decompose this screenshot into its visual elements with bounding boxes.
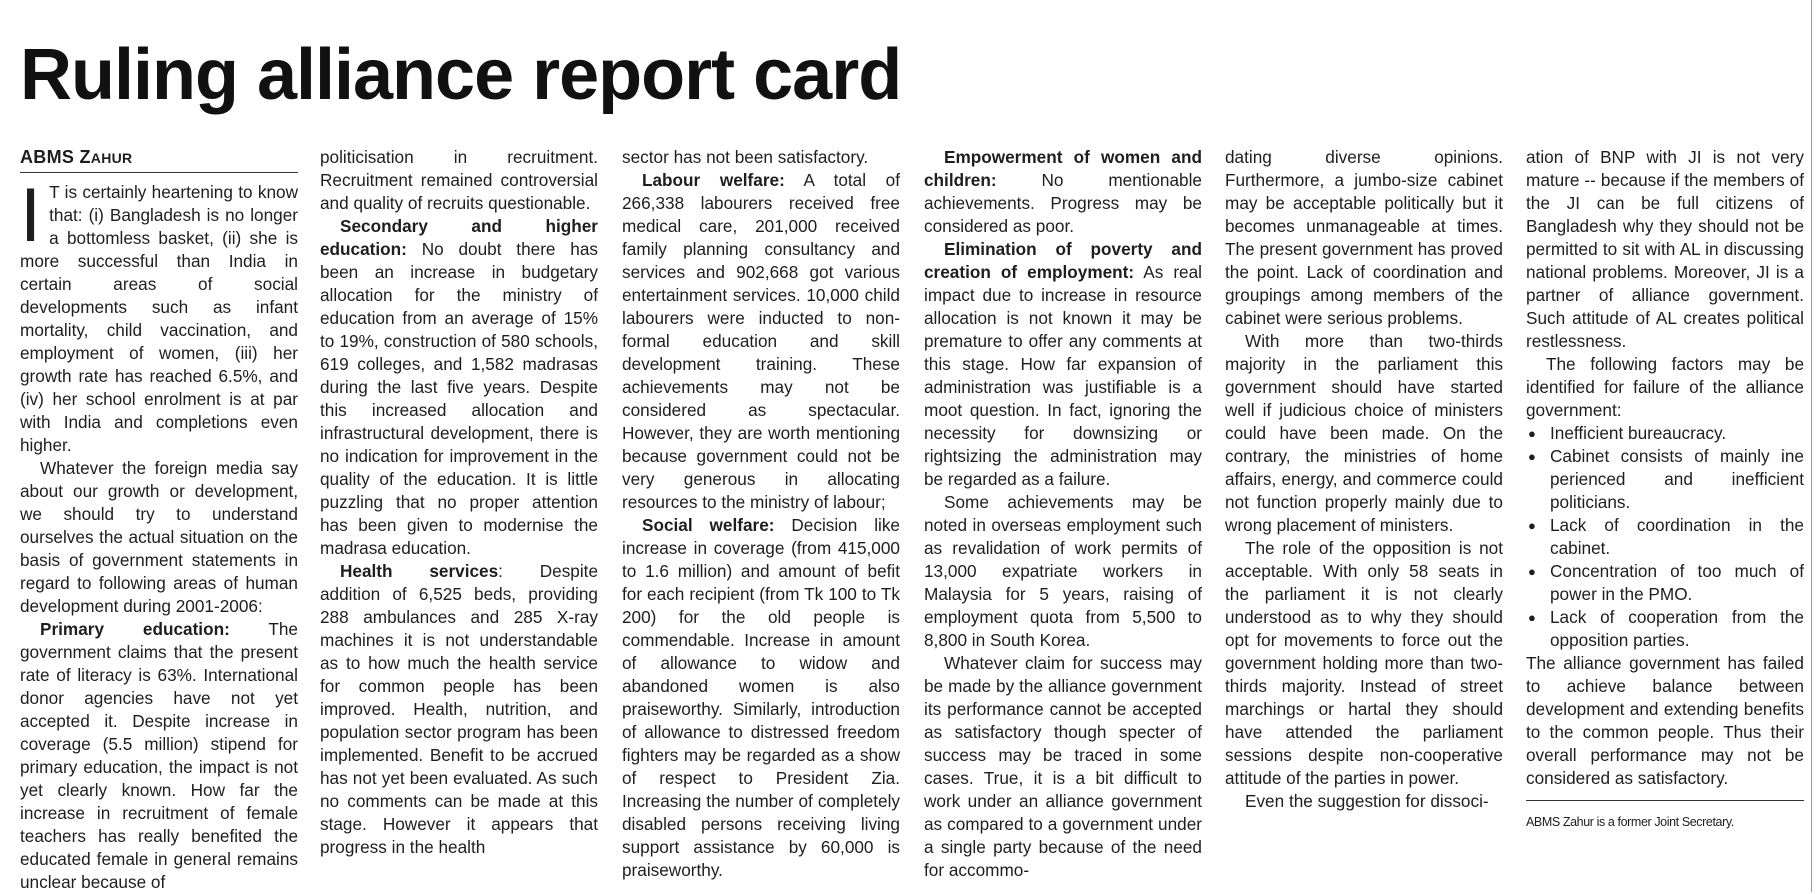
paragraph: ation of BNP with JI is not very mature -- because if the members of the JI can be full citizens of Bangladesh why they should not be permitted to sit with AL in discussing national problems. Moreover, JI is a partner of alliance government. Such attitude of AL creates political restlessness. <box>1526 147 1804 351</box>
paragraph: Even the suggestion for dissoci- <box>1245 791 1489 811</box>
paragraph: The alliance government has failed to achieve balance between development and extending benefits to the common people. Thus their overall performance may not be considered as satisfactory. <box>1526 653 1804 788</box>
paragraph-text: No mentionable achievements. Progress may be considered as poor. <box>924 170 1202 236</box>
page-right-rule <box>1811 0 1812 892</box>
author-footnote: ABMS Zahur is a former Joint Secretary. <box>1526 800 1804 834</box>
paragraph-text: The government claims that the present rate of literacy is 63%. International donor agencies have not yet accepted it. Despite increase in coverage (5.5 million) stipend for primary education, the impact is not yet clearly known. How far the increase in recruitment of female teachers has really benefited the educated female in general remains unclear because of <box>20 619 298 892</box>
list-item: ● Cabinet consists of mainly ine perienced and inefficient politicians. <box>1526 445 1804 514</box>
list-item: ● Concentration of too much of power in the PMO. <box>1526 560 1804 606</box>
paragraph: The following factors may be identified for failure of the alliance government: <box>1526 354 1804 420</box>
list-item: ● Inefficient bureaucracy. <box>1526 422 1804 445</box>
drop-cap: I <box>20 173 42 258</box>
section-lead: Secondary and higher education: <box>320 216 598 259</box>
byline <box>20 146 298 173</box>
headline: Ruling alliance report card <box>20 35 902 115</box>
paragraph: With more than two-thirds majority in the parliament this government should have started well if judicious choice of ministers could have been made. On the contrary, the ministries of home affairs, energy, and commerce could not function properly mainly due to wrong placement of ministers. <box>1225 331 1503 535</box>
section-lead: Primary education: <box>40 619 230 639</box>
paragraph: dating diverse opinions. Furthermore, a jumbo-size cabinet may be acceptable politically but it becomes unmanageable at times. The present government has proved the point. Lack of coordination and groupings among members of the cabinet were serious problems. <box>1225 147 1503 328</box>
column-3 <box>622 146 900 882</box>
paragraph: The role of the opposition is not acceptable. With only 58 seats in the parliament it is not clearly understood as to why they should opt for movements to force out the government holding more than two-thirds majority. Instead of street marchings or hartal they should have attended the parliament sessions despite non-cooperative attitude of the parties in power. <box>1225 538 1503 788</box>
section-lead: Empowerment of women and children: <box>924 147 1202 190</box>
section-lead: Health services <box>340 561 499 581</box>
byline-rest: AHUR <box>90 150 133 166</box>
intro-paragraph <box>20 173 298 457</box>
section-lead: Labour welfare: <box>642 170 785 190</box>
paragraph-text: As real impact due to increase in resource allocation is not known it may be premature to offer any comments at this stage. How far expansion of administration was justifiable is a moot question. In fact, ignoring the necessity for downsizing or rightsizing the administration may be regarded as a failure. <box>924 262 1202 489</box>
paragraph: Whatever the foreign media say about our growth or development, we should try to understand ourselves the actual situation on the basis of government statements in regard to following areas of human development during 2001-2006: <box>20 458 298 616</box>
column-6 <box>1526 146 1804 834</box>
list-item: ● Lack of coordination in the cabinet. <box>1526 514 1804 560</box>
intro-text: T is certainly heartening to know that: (i) Bangladesh is no longer a bottomless basket, (ii) she is more successful than India in certain areas of social developments such as infant mortality, child vaccination, and employment of women, (iii) her growth rate has reached 6.5%, and (iv) her school enrolment is at par with India and completions even higher. <box>20 182 298 455</box>
section-lead: Elimination of poverty and creation of employment: <box>924 239 1202 282</box>
section-lead: Social welfare: <box>642 515 775 535</box>
paragraph <box>924 146 1202 238</box>
paragraph: sector has not been satisfactory. <box>622 147 869 167</box>
paragraph <box>622 514 900 882</box>
paragraph <box>622 169 900 514</box>
list-item: ● Lack of cooperation from the opposition parties. <box>1526 606 1804 652</box>
paragraph-text: Decision like increase in coverage (from 415,000 to 1.6 million) and amount of befit for each recipient (from Tk 100 to Tk 200) for the old people is commendable. Increase in amount of allowance to widow and abandoned women is also praiseworthy. Similarly, introduction of allowance to distressed freedom fighters may be regarded as a show of respect to President Zia. Increasing the number of completely disabled persons receiving living support assistance by 60,000 is praiseworthy. <box>622 515 900 880</box>
failure-factors-list <box>1526 422 1804 652</box>
paragraph: politicisation in recruitment. Recruitment remained controversial and quality of recruits questionable. <box>320 147 598 213</box>
byline-first: ABMS Z <box>20 147 91 167</box>
paragraph <box>320 215 598 560</box>
column-1 <box>20 146 298 894</box>
paragraph: Some achievements may be noted in overseas employment such as revalidation of work permits of 13,000 expatriate workers in Malaysia for 5 years, raising of employment quota from 5,500 to 8,800 in South Korea. <box>924 492 1202 650</box>
paragraph <box>320 560 598 859</box>
paragraph <box>20 618 298 894</box>
paragraph-text: No doubt there has been an increase in budgetary allocation for the ministry of education from an average of 15% to 19%, construction of 580 schools, 619 colleges, and 1,582 madrasas during the last five years. Despite this increased allocation and infrastructural development, there is no indication for improvement in the quality of the education. It is little puzzling that no proper attention has been given to modernise the madrasa education. <box>320 239 598 558</box>
column-5 <box>1225 146 1503 813</box>
column-2 <box>320 146 598 859</box>
paragraph-text: : Despite addition of 6,525 beds, providing 288 ambulances and 285 X-ray machines it is not understandable as to how much the health service for common people has been improved. Health, nutrition, and population sector program has been implemented. Benefit to be accrued has not yet been evaluated. As such no comments can be made at this stage. However it appears that progress in the health <box>320 561 599 857</box>
column-4 <box>924 146 1202 882</box>
paragraph: Whatever claim for success may be made by the alliance government its performance cannot be accepted as satisfactory though specter of success may be traced in some cases. True, it is a bit difficult to work under an alliance government as compared to a government under a single party because of the need for accommo- <box>924 653 1202 880</box>
paragraph-text: A total of 266,338 labourers received free medical care, 201,000 received family planning consultancy and services and 902,668 got various entertainment services. 10,000 child labourers were inducted to non-formal education and skill development training. These achievements may not be considered as spectacular. However, they are worth mentioning because government could not be very generous in allocating resources to the ministry of labour; <box>622 170 900 512</box>
paragraph <box>924 238 1202 491</box>
